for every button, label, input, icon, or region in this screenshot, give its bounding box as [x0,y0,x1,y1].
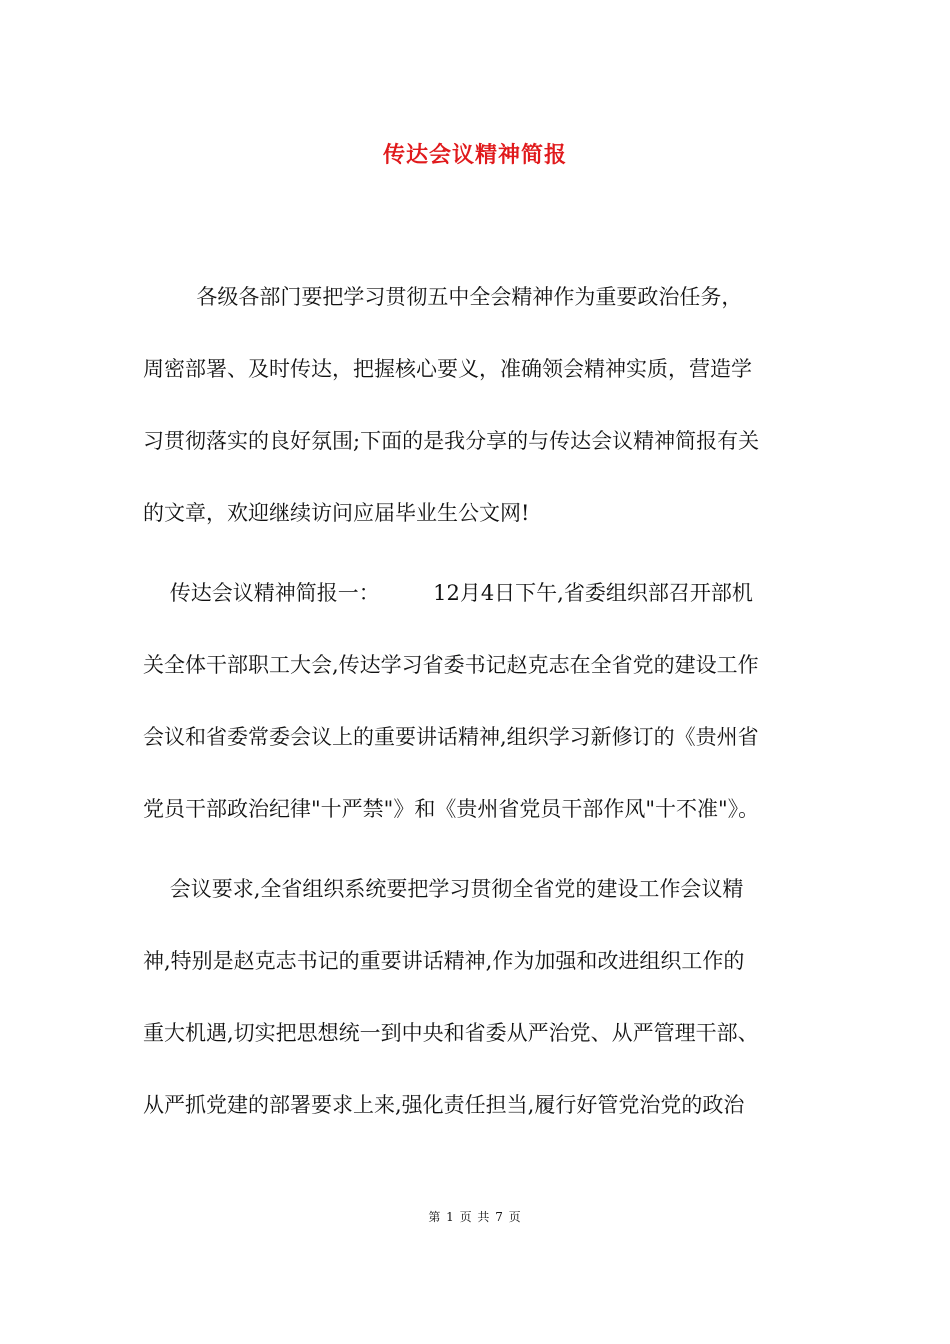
body-line: 神,特别是赵克志书记的重要讲话精神,作为加强和改进组织工作的 [143,949,745,973]
body-line: 会议要求,全省组织系统要把学习贯彻全省党的建设工作会议精 [143,877,744,901]
body-line: 周密部署、及时传达，把握核心要义，准确领会精神实质，营造学 [143,357,752,381]
body-line: 会议和省委常委会议上的重要讲话精神,组织学习新修订的《贵州省 [143,725,759,749]
body-line: 关全体干部职工大会,传达学习省委书记赵克志在全省党的建设工作 [143,653,759,677]
document-title: 传达会议精神简报 [382,142,567,168]
body-line: 传达会议精神简报一： 12月4日下午,省委组织部召开部机 [143,581,753,605]
body-line: 重大机遇,切实把思想统一到中央和省委从严治党、从严管理干部、 [143,1021,759,1045]
body-line: 的文章，欢迎继续访问应届毕业生公文网! [143,501,530,525]
body-line: 从严抓党建的部署要求上来,强化责任担当,履行好管党治党的政治 [143,1093,745,1117]
page-footer: 第 1 页 共 7 页 [428,1210,522,1224]
body-line: 各级各部门要把学习贯彻五中全会精神作为重要政治任务， [143,285,743,309]
body-line: 党员干部政治纪律"十严禁"》和《贵州省党员干部作风"十不准"》。 [143,797,760,821]
body-line: 习贯彻落实的良好氛围;下面的是我分享的与传达会议精神简报有关 [143,429,760,453]
